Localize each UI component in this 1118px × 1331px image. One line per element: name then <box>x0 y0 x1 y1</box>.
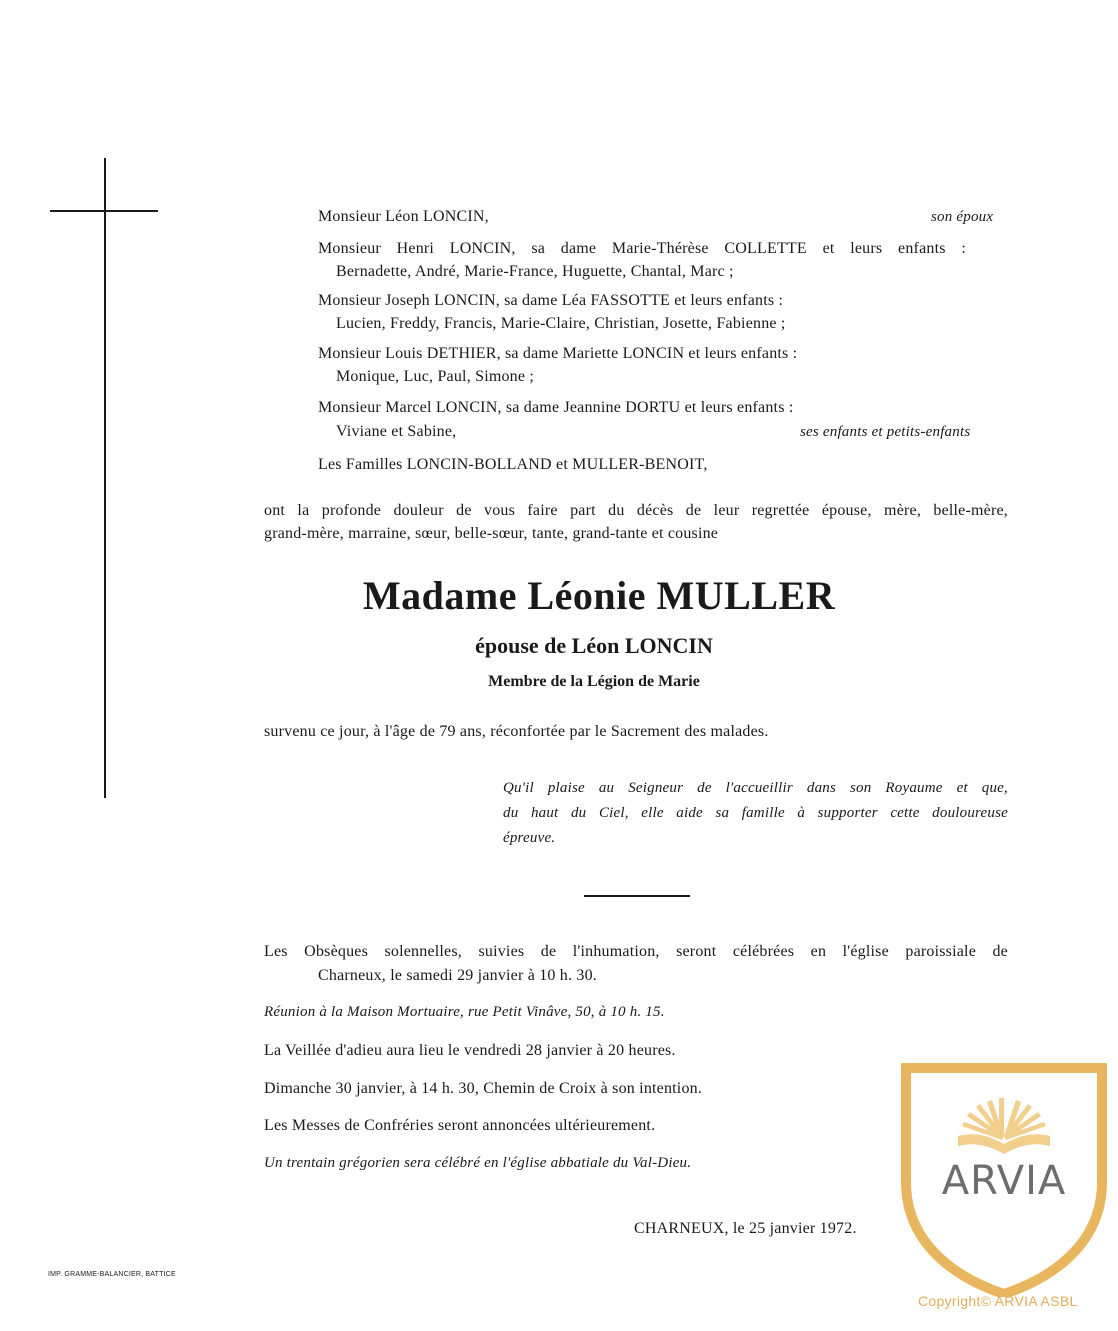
child2-line2: Lucien, Freddy, Francis, Marie-Claire, Christian, Josette, Fabienne ; <box>336 315 786 332</box>
death-notice: survenu ce jour, à l'âge de 79 ans, réconfortée par le Sacrement des malades. <box>264 723 769 740</box>
child2-line1: Monsieur Joseph LONCIN, sa dame Léa FASSOTTE et leurs enfants : <box>318 292 784 309</box>
place-date: CHARNEUX, le 25 janvier 1972. <box>634 1220 857 1237</box>
prayer-line2: du haut du Ciel, elle aide sa famille à supporter cette douloureuse <box>503 805 1008 821</box>
stations-info: Dimanche 30 janvier, à 14 h. 30, Chemin de Croix à son intention. <box>264 1080 703 1097</box>
separator-rule <box>584 895 690 897</box>
child4-line1: Monsieur Marcel LONCIN, sa dame Jeannine DORTU et leurs enfants : <box>318 399 794 416</box>
families-line: Les Familles LONCIN-BOLLAND et MULLER-BENOIT, <box>318 456 708 473</box>
deceased-name: Madame Léonie MULLER <box>362 573 836 618</box>
vigil-info: La Veillée d'adieu aura lieu le vendredi 28 janvier à 20 heures. <box>264 1042 676 1059</box>
child4-line2: Viviane et Sabine, <box>336 423 457 440</box>
child3-line2: Monique, Luc, Paul, Simone ; <box>336 368 535 385</box>
funeral-line1: Les Obsèques solennelles, suivies de l'inhumation, seront célébrées en l'église paroissiale de <box>264 943 1008 960</box>
cross-horizontal-bar <box>50 210 158 212</box>
husband-name: Monsieur Léon LONCIN, <box>318 208 489 225</box>
announcement-line2: grand-mère, marraine, sœur, belle-sœur, tante, grand-tante et cousine <box>264 525 719 542</box>
children-role: ses enfants et petits-enfants <box>800 424 971 440</box>
child1-line2: Bernadette, André, Marie-France, Huguette, Chantal, Marc ; <box>336 263 734 280</box>
arvia-logo-text: ARVIA <box>941 1158 1067 1204</box>
gathering-info: Réunion à la Maison Mortuaire, rue Petit Vinâve, 50, à 10 h. 15. <box>264 1004 665 1020</box>
masses-info: Les Messes de Confréries seront annoncées ultérieurement. <box>264 1117 656 1134</box>
funeral-line2: Charneux, le samedi 29 janvier à 10 h. 30. <box>318 967 597 984</box>
husband-role: son époux <box>931 209 994 225</box>
deceased-membership: Membre de la Légion de Marie <box>488 673 700 690</box>
cross-vertical-bar <box>104 158 106 798</box>
trental-info: Un trentain grégorien sera célébré en l'église abbatiale du Val-Dieu. <box>264 1155 692 1171</box>
copyright-notice: Copyright© ARVIA ASBL <box>918 1293 1078 1309</box>
prayer-line1: Qu'il plaise au Seigneur de l'accueillir dans son Royaume et que, <box>503 780 1008 796</box>
printer-credit: IMP. GRAMME-BALANCIER, BATTICE <box>48 1271 176 1278</box>
child1-line1: Monsieur Henri LONCIN, sa dame Marie-Thérèse COLLETTE et leurs enfants : <box>318 240 966 257</box>
child3-line1: Monsieur Louis DETHIER, sa dame Mariette LONCIN et leurs enfants : <box>318 345 798 362</box>
announcement-line1: ont la profonde douleur de vous faire part du décès de leur regrettée épouse, mère, belle-mère, <box>264 502 1008 519</box>
prayer-line3: épreuve. <box>503 830 556 846</box>
deceased-spouse: épouse de Léon LONCIN <box>475 633 713 658</box>
